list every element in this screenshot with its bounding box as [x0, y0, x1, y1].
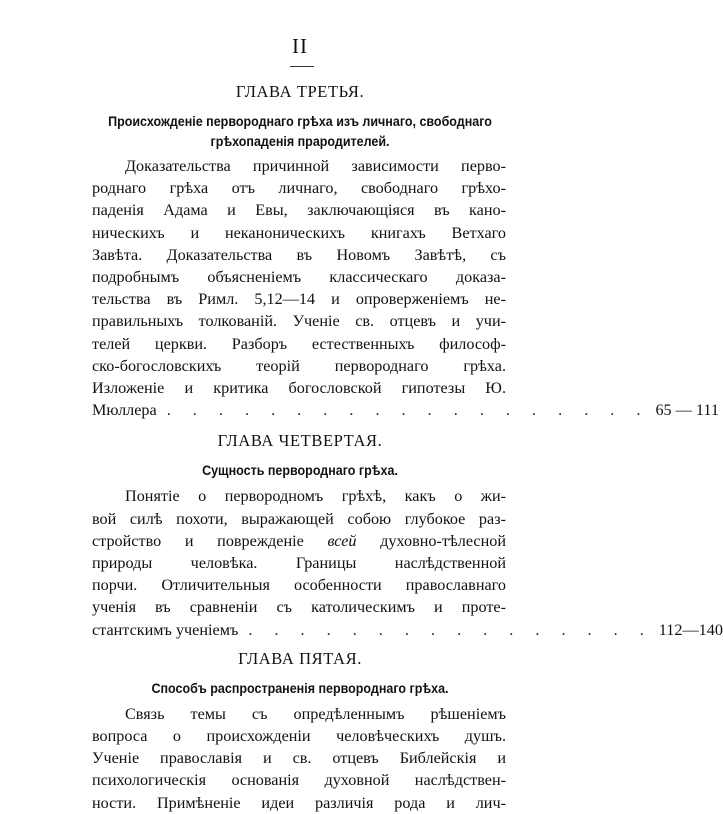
chapter-4-text-line: природы человѣка. Границы наслѣдственной [92, 554, 506, 572]
chapter-4-last-line: стантскимъ ученіемъ [92, 620, 239, 639]
chapter-3-title: ГЛАВА ТРЕТЬЯ. [235, 82, 365, 101]
chapter-3-pages: 65 — 111 [655, 401, 719, 420]
chapter-5-text-line: психологическія основанія духовной наслѣдствен- [92, 771, 506, 790]
chapter-4-line3-before: стройство и поврежденіе [92, 531, 328, 550]
chapter-4-text-line: Понятіе о первородномъ грѣхѣ, какъ о жи- [125, 487, 506, 506]
chapter-3-text-line: подробнымъ объясненіемъ классическаго доказа- [92, 268, 506, 286]
chapter-3-last-line: Мюллера [92, 401, 157, 420]
chapter-5-title: ГЛАВА ПЯТАЯ. [238, 648, 362, 668]
chapter-5-text-line: вопроса о происхожденіи человѣческихъ душъ. [92, 727, 506, 745]
chapter-5-text-line: Ученіе православія и св. отцевъ Библейскія и [92, 749, 506, 768]
chapter-4-text-line: вой силѣ похоти, выражающей собою глубокое раз- [92, 509, 506, 528]
chapter-3-text-line: правильныхъ толкованій. Ученіе св. отцевъ и учи- [92, 312, 506, 331]
chapter-3-text-line: ско-богословскихъ теорій первороднаго грѣха. [92, 356, 506, 375]
page-number-rule [290, 66, 314, 67]
chapter-3-subtitle-line-2: грѣхопаденія прародителей. [210, 134, 390, 149]
chapter-3-page-range-line [92, 399, 719, 421]
page-number: II [292, 34, 308, 58]
chapter-4-leader-dots: . . . . . . . . . . . . . . . . [248, 620, 653, 639]
chapter-5-subtitle: Способъ распространенія первороднаго грѣха. [151, 680, 449, 696]
chapter-3-text-line: Доказательства причинной зависимости перво- [125, 157, 506, 175]
chapter-4-title: ГЛАВА ЧЕТВЕРТАЯ. [217, 431, 383, 451]
chapter-3-text-line: паденія Адама и Евы, заключающіяся въ кано- [92, 201, 506, 220]
chapter-4-page-range-line [92, 619, 723, 641]
chapter-3-text-line: ническихъ и неканоническихъ книгахъ Ветхаго [92, 223, 506, 242]
chapter-4-text-line-with-italic [92, 530, 506, 552]
chapter-4-line3-italic: всей [327, 531, 357, 550]
chapter-4-pages: 112—140 [658, 620, 723, 639]
chapter-4-line3-after: духовно-тѣлесной [356, 531, 507, 550]
chapter-5-text-line: Связь темы съ опредѣленнымъ рѣшеніемъ [125, 704, 506, 723]
chapter-3-text-line: Изложеніе и критика богословской гипотезы Ю. [92, 379, 506, 397]
chapter-3-text-line: тельства въ Римл. 5,12—14 и опроверженіемъ не- [92, 290, 506, 309]
chapter-4-text-line: ученія въ сравненіи съ католическимъ и проте- [92, 598, 506, 617]
chapter-3-leader-dots: . . . . . . . . . . . . . . . . . . . [166, 401, 650, 420]
chapter-3-text-line: роднаго грѣха отъ личнаго, свободнаго грѣхо- [92, 179, 506, 198]
chapter-3-text-line: телей церкви. Разборъ естественныхъ философ- [92, 334, 506, 353]
chapter-3-text-line: Завѣта. Доказательства въ Новомъ Завѣтѣ, съ [92, 245, 506, 264]
chapter-4-subtitle: Сущность первороднаго грѣха. [202, 463, 398, 479]
chapter-3-subtitle-line-1: Происхожденіе первороднаго грѣха изъ личнаго, свободнаго [108, 114, 492, 129]
chapter-4-text-line: порчи. Отличительныя особенности православнаго [92, 576, 506, 595]
chapter-5-text-line: ности. Примѣненіе идеи различія рода и лич- [92, 793, 506, 812]
